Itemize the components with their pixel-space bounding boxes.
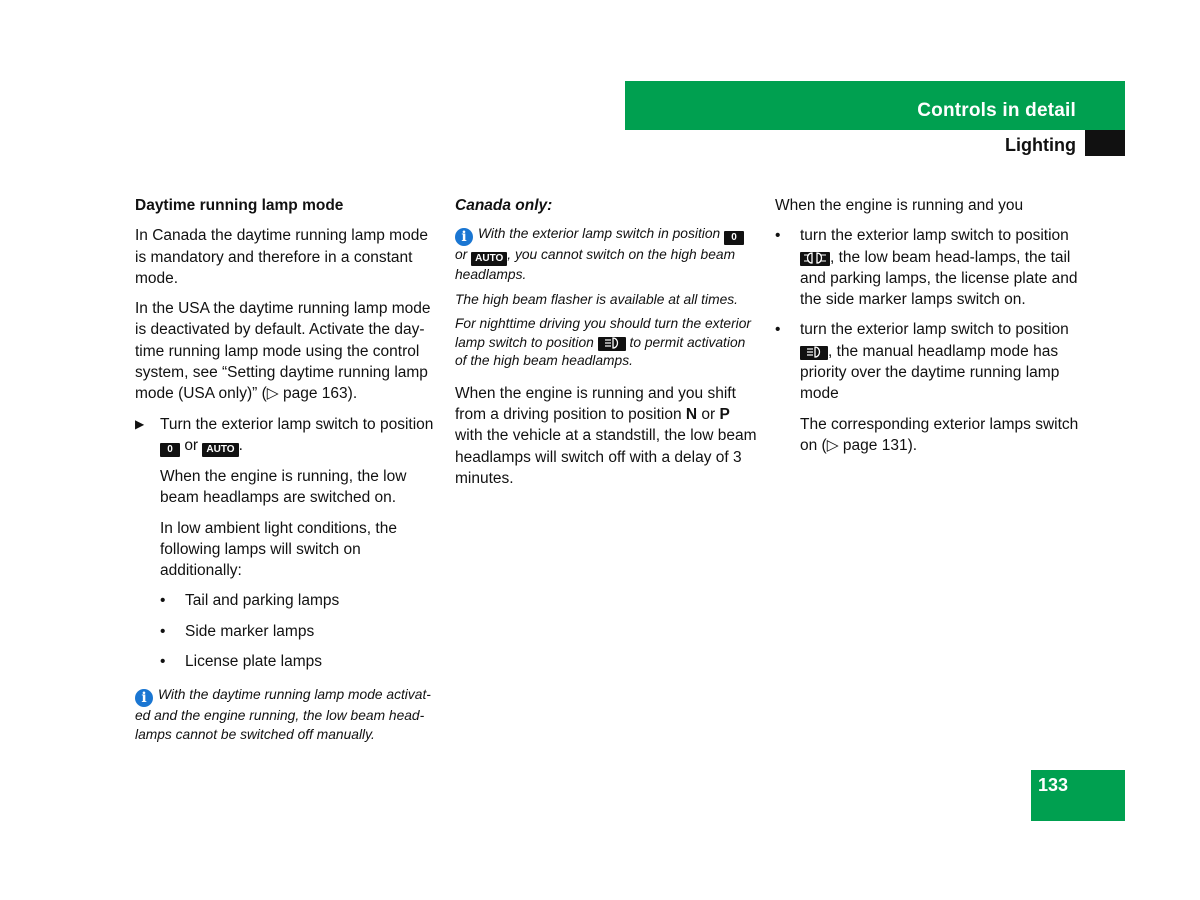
- headlamp-symbol-icon: [598, 337, 626, 351]
- list-item: • turn the exterior lamp switch to position , the manual headlamp mode has priority over the daytime running lamp mode: [775, 321, 1069, 403]
- switch-position-auto-icon: AUTO: [471, 252, 507, 266]
- switch-position-0-icon: 0: [160, 443, 180, 457]
- info-note: i With the exterior lamp switch in position 0 or AUTO , you cannot switch on the high beam headlamps.: [455, 225, 760, 285]
- page-number: 133: [1038, 775, 1069, 795]
- list-item: • Side marker lamps: [160, 622, 315, 640]
- paragraph-engine-running: When the engine is running and you: [775, 197, 1024, 214]
- column-2: [455, 195, 760, 498]
- list-item: • Tail and parking lamps: [160, 592, 340, 610]
- list-item: • turn the exterior lamp switch to position , the low beam head-lamps, the tail and parking lamps, the license plate and the side marker lamps switch on.: [775, 227, 1078, 309]
- heading-canada-only: Canada only:: [455, 197, 553, 214]
- column-3: [775, 195, 1080, 465]
- paragraph-low-beam-on: When the engine is running, the low beam headlamps are switched on.: [160, 467, 407, 507]
- paragraph-canada: In Canada the daytime running lamp mode is mandatory and therefore in a constant mode.: [135, 227, 428, 287]
- headlamp-symbol-icon: [800, 346, 828, 360]
- info-note: i With the daytime running lamp mode activat-ed and the engine running, the low beam head-lamps cannot be switched off manually.: [135, 687, 431, 742]
- instruction-step: ▶ Turn the exterior lamp switch to position 0 or AUTO .: [135, 415, 434, 455]
- paragraph-corresponding-lamps: The corresponding exterior lamps switch on (▷ page 131).: [800, 415, 1079, 454]
- section-title: Controls in detail: [917, 100, 1076, 121]
- subsection-title: Lighting: [1005, 135, 1076, 155]
- heading-daytime-running-lamp: Daytime running lamp mode: [135, 197, 344, 214]
- paragraph-usa: In the USA the daytime running lamp mode is deactivated by default. Activate the day-time running lamp mode using the control system, see “Setting daytime running lamp mode (USA only)” (▷ page 163).: [135, 300, 431, 403]
- info-icon: i: [135, 689, 153, 707]
- paragraph-shift-delay: When the engine is running and you shift from a driving position to position N or P with the vehicle at a standstill, the low beam headlamps will switch off with a delay of 3 minutes.: [455, 384, 757, 487]
- info-icon: i: [455, 228, 473, 246]
- subsection-marker: [1085, 130, 1125, 156]
- list-item: • License plate lamps: [160, 653, 322, 671]
- note-high-beam-flasher: The high beam flasher is available at all times.: [455, 291, 738, 307]
- column-1: [135, 195, 440, 753]
- triangle-right-icon: ▶: [135, 416, 145, 431]
- switch-position-0-icon: 0: [724, 231, 744, 245]
- note-nighttime: For nighttime driving you should turn the exterior lamp switch to position to permit activation of the high beam headlamps.: [455, 316, 752, 369]
- switch-position-auto-icon: AUTO: [202, 443, 238, 457]
- low-beam-symbol-icon: [800, 252, 830, 266]
- paragraph-ambient-light: In low ambient light conditions, the following lamps will switch on additionally:: [160, 519, 397, 580]
